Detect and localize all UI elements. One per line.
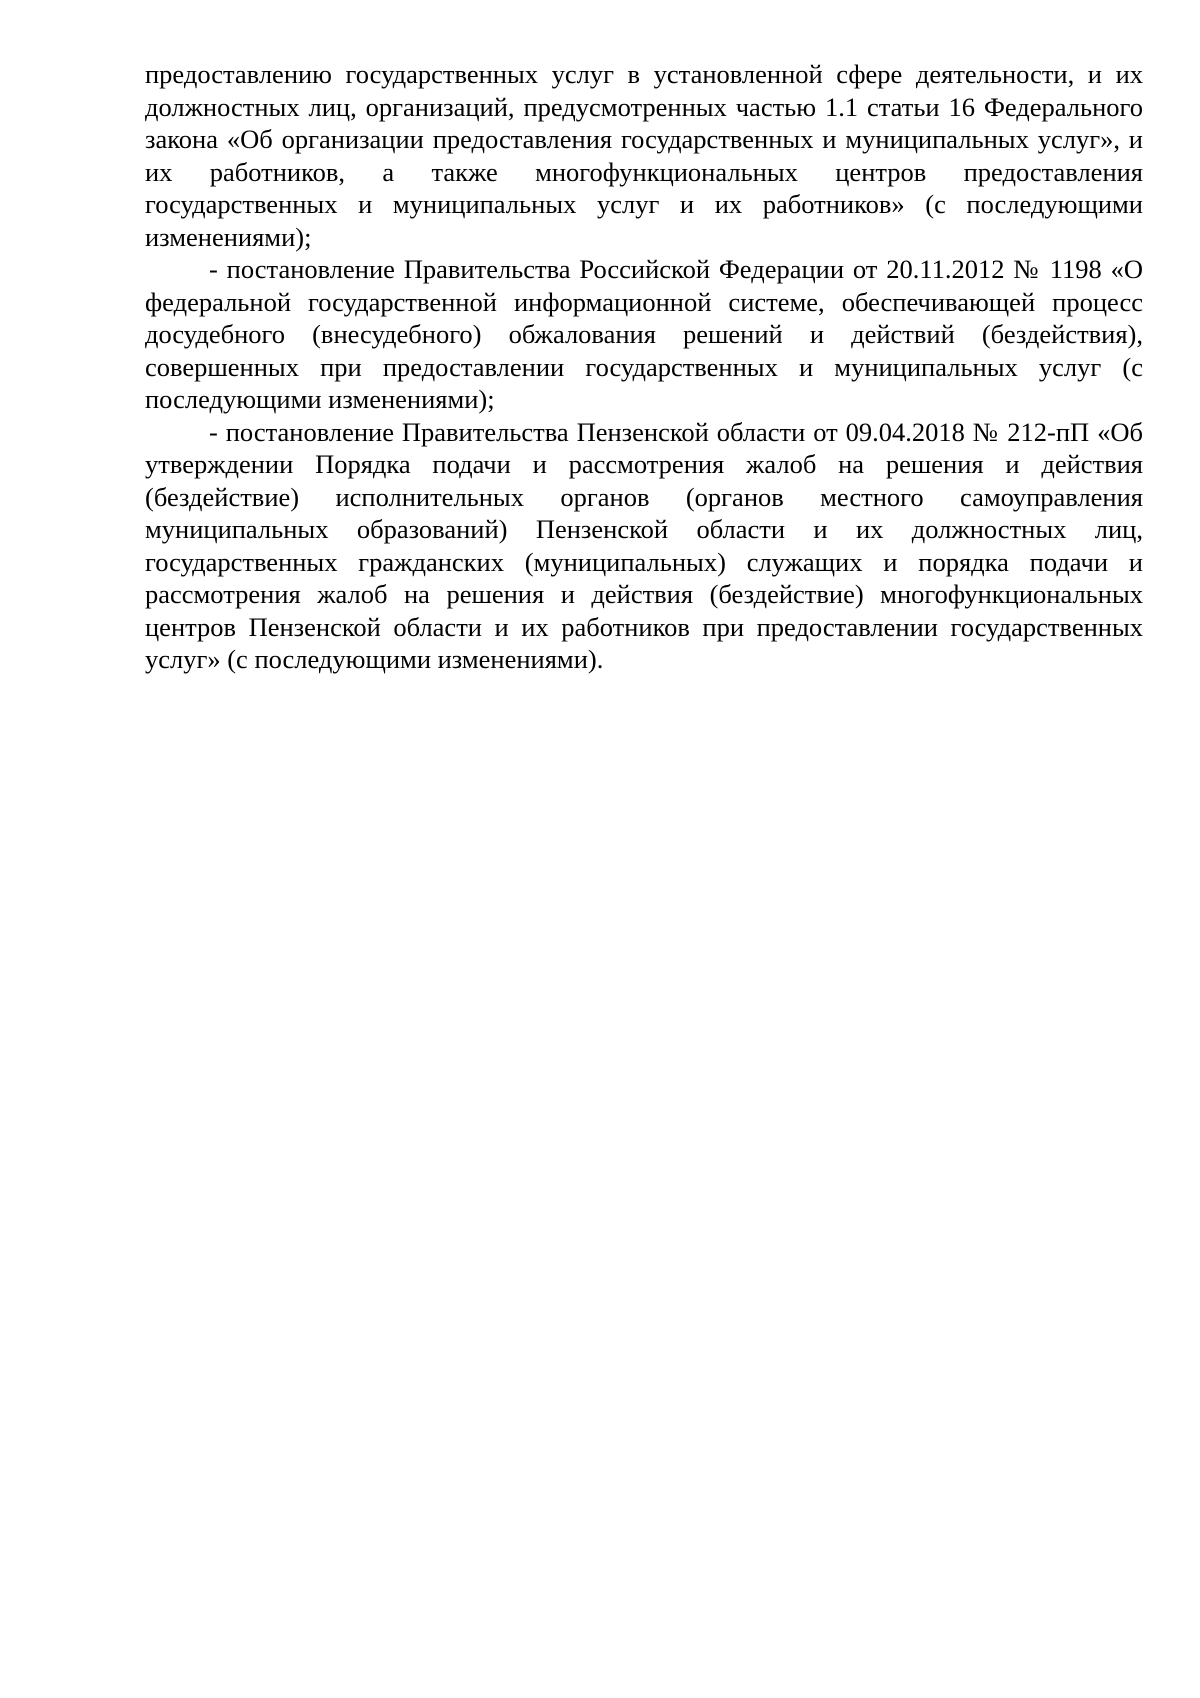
paragraph-continuation: предоставлению государственных услуг в установленной сфере деятельности, и их должностных лиц, организаций, предусмотренных частью 1.1 статьи 16 Федерального закона «Об организации предоставления государственных и муниципальных услуг», и их работников, а также многофункциональных центров предоставления государственных и муниципальных услуг и их работников» (с последующими изменениями); — [145, 59, 1143, 252]
paragraph-resolution-1198: - постановление Правительства Российской Федерации от 20.11.2012 № 1198 «О федеральной государственной информационной системе, обеспечивающей процесс досудебного (внесудебного) обжалования решений и действий (бездействия), совершенных при предоставлении государственных и муниципальных услуг (с последующими изменениями); — [145, 254, 1143, 414]
paragraph-resolution-212-pp: - постановление Правительства Пензенской области от 09.04.2018 № 212-пП «Об утверждении Порядка подачи и рассмотрения жалоб на решения и действия (бездействие) исполнительных органов (органов местного самоуправления муниципальных образований) Пензенской области и их должностных лиц, государственных гражданских (муниципальных) служащих и порядка подачи и рассмотрения жалоб на решения и действия (бездействие) многофункциональных центров Пензенской области и их работников при предоставлении государственных услуг» (с последующими изменениями). — [145, 416, 1143, 674]
document-body — [145, 58, 1143, 676]
